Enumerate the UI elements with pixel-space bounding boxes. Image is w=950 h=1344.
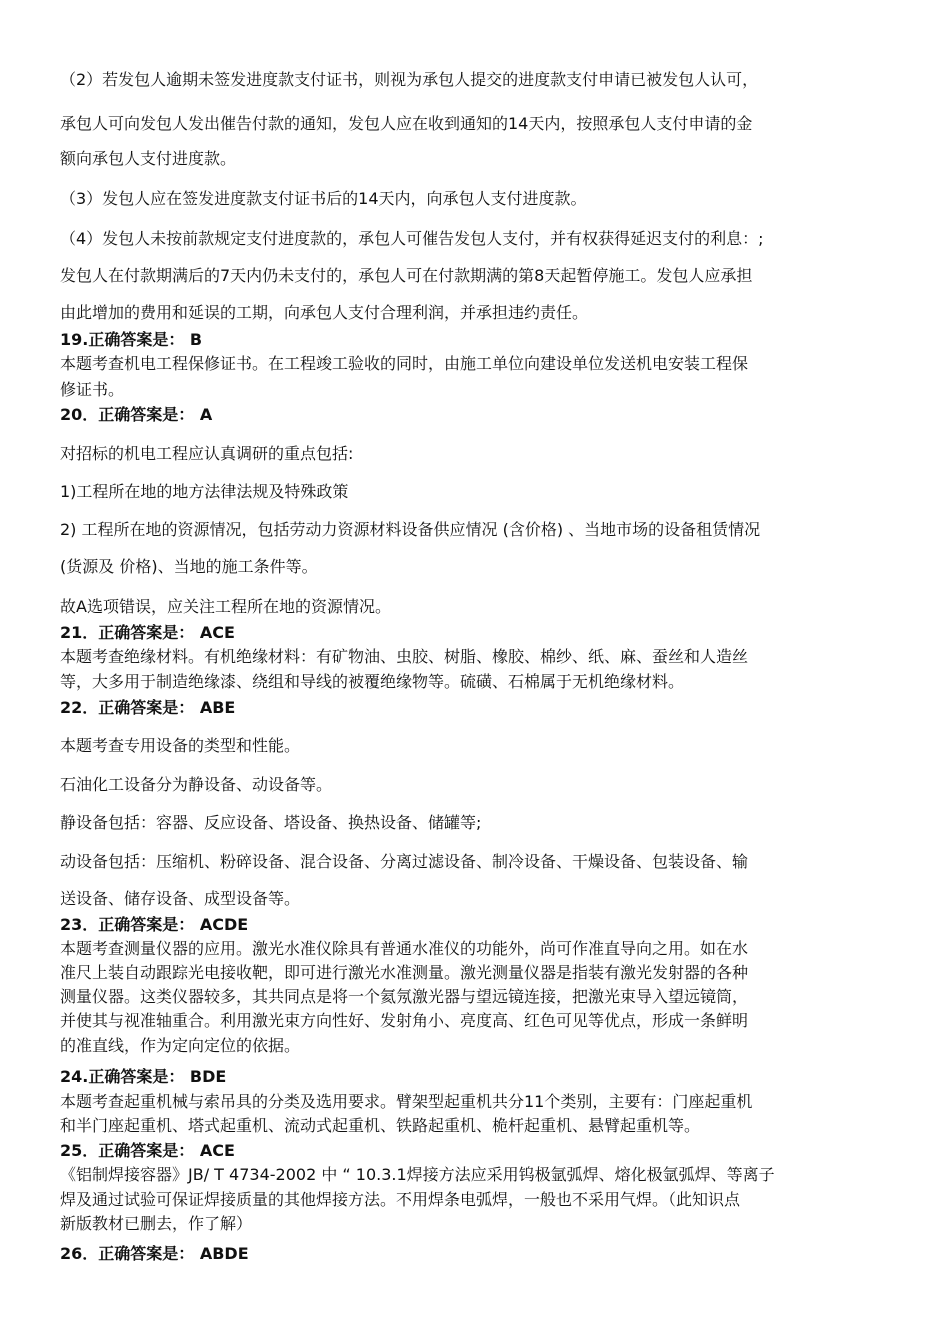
text-line: 本题考查测量仪器的应用。激光水准仪除具有普通水准仪的功能外，尚可作准直导向之用。如在水 <box>60 939 749 958</box>
text-line: 送设备、储存设备、成型设备等。 <box>60 889 301 908</box>
text-line: （3）发包人应在签发进度款支付证书后的14天内，向承包人支付进度款。 <box>60 189 587 208</box>
text-line: 石油化工设备分为静设备、动设备等。 <box>60 775 333 794</box>
text-line: 修证书。 <box>60 380 125 399</box>
text-line: 的准直线，作为定向定位的依据。 <box>60 1036 301 1055</box>
answer-heading-19: 19.正确答案是： B <box>60 330 203 349</box>
text-line: 本题考查专用设备的类型和性能。 <box>60 736 301 755</box>
text-line: 承包人可向发包人发出催告付款的通知，发包人应在收到通知的14天内，按照承包人支付申请的金 <box>60 114 753 133</box>
text-line: 准尺上装自动跟踪光电接收靶，即可进行激光水准测量。激光测量仪器是指装有激光发射器的各种 <box>60 963 749 982</box>
text-line: 故A选项错误，应关注工程所在地的资源情况。 <box>60 597 391 616</box>
text-line: 和半门座起重机、塔式起重机、流动式起重机、铁路起重机、桅杆起重机、悬臂起重机等。 <box>60 1116 701 1135</box>
text-line: 1)工程所在地的地方法律法规及特殊政策 <box>60 482 349 501</box>
text-line: 并使其与视准轴重合。利用激光束方向性好、发射角小、亮度高、红色可见等优点，形成一条鲜明 <box>60 1011 749 1030</box>
text-line: 等，大多用于制造绝缘漆、绕组和导线的被覆绝缘物等。硫磺、石棉属于无机绝缘材料。 <box>60 672 685 691</box>
text-line: 对招标的机电工程应认真调研的重点包括: <box>60 444 354 463</box>
text-line: 由此增加的费用和延误的工期，向承包人支付合理利润，并承担违约责任。 <box>60 303 589 322</box>
answer-heading-26: 26．正确答案是： ABDE <box>60 1244 249 1263</box>
text-line: （4）发包人未按前款规定支付进度款的，承包人可催告发包人支付，并有权获得延迟支付的利息：; <box>60 229 764 248</box>
answer-heading-21: 21．正确答案是： ACE <box>60 623 235 642</box>
answer-heading-24: 24.正确答案是： BDE <box>60 1067 227 1086</box>
answer-heading-23: 23．正确答案是： ACDE <box>60 915 249 934</box>
answer-heading-20: 20．正确答案是： A <box>60 405 213 424</box>
text-line: 静设备包括：容器、反应设备、塔设备、换热设备、储罐等; <box>60 813 482 832</box>
answer-heading-25: 25．正确答案是： ACE <box>60 1141 235 1160</box>
text-line: 本题考查机电工程保修证书。在工程竣工验收的同时，由施工单位向建设单位发送机电安装工程保 <box>60 354 749 373</box>
text-line: 额向承包人支付进度款。 <box>60 149 237 168</box>
text-line: 《铝制焊接容器》JB/ T 4734-2002 中 “ 10.3.1焊接方法应采用钨极氩弧焊、熔化极氩弧焊、等离子 <box>60 1165 775 1184</box>
text-line: 2) 工程所在地的资源情况，包括劳动力资源材料设备供应情况 (含价格) 、当地市场的设备租赁情况 <box>60 520 761 539</box>
text-line: 新版教材已删去，作了解） <box>60 1214 253 1233</box>
text-line: 测量仪器。这类仪器较多，其共同点是将一个氦氖激光器与望远镜连接，把激光束导入望远镜筒， <box>60 987 749 1006</box>
text-line: 本题考查绝缘材料。有机绝缘材料：有矿物油、虫胶、树脂、橡胶、棉纱、纸、麻、蚕丝和人造丝 <box>60 647 749 666</box>
text-line: 本题考查起重机械与索吊具的分类及选用要求。臂架型起重机共分11个类别，主要有：门座起重机 <box>60 1092 753 1111</box>
answer-heading-22: 22．正确答案是： ABE <box>60 698 236 717</box>
text-line: 动设备包括：压缩机、粉碎设备、混合设备、分离过滤设备、制冷设备、干燥设备、包装设备、输 <box>60 852 749 871</box>
text-line: 焊及通过试验可保证焊接质量的其他焊接方法。不用焊条电弧焊，一般也不采用气焊。（此知识点 <box>60 1190 741 1209</box>
text-line: （2）若发包人逾期未签发进度款支付证书，则视为承包人提交的进度款支付申请已被发包人认可， <box>60 70 759 89</box>
text-line: (货源及 价格)、当地的施工条件等。 <box>60 557 318 576</box>
text-line: 发包人在付款期满后的7天内仍未支付的，承包人可在付款期满的第8天起暂停施工。发包人应承担 <box>60 266 753 285</box>
